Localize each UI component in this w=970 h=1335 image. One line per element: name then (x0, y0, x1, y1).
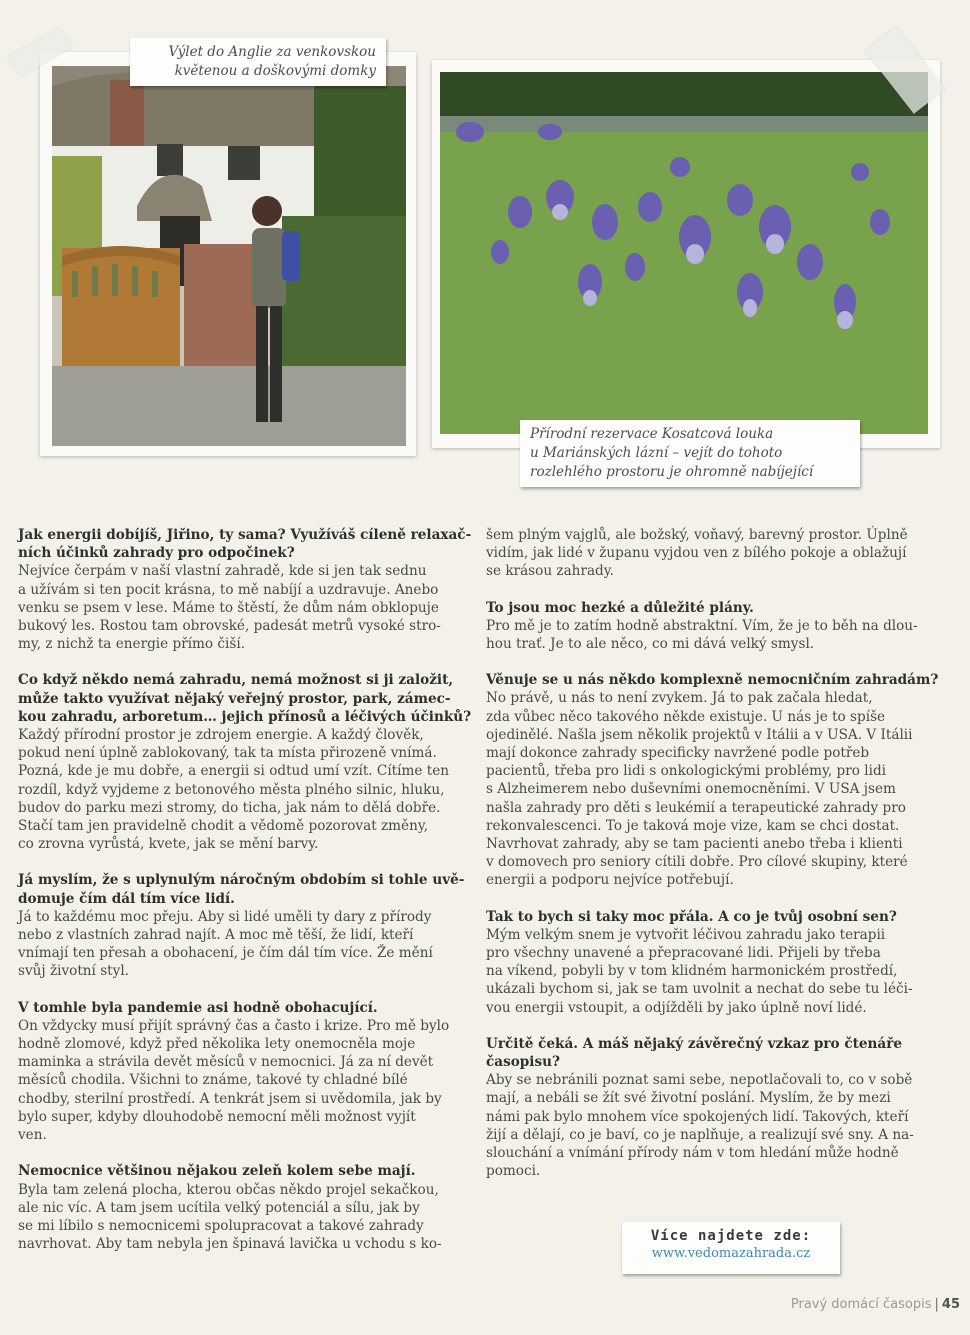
answer-line: Navrhovat zahrady, aby se tam pacienti anebo třeba i klienti (486, 836, 903, 853)
answer-line: On vždycky musí přijít správný čas a často i krize. Pro mě bylo (18, 1017, 450, 1034)
page-number: 45 (941, 1297, 960, 1312)
answer-line: ale nic víc. A tam jsem ucítila velký potenciál a sílu, jak by (18, 1199, 420, 1216)
answer-line: vou energii vstoupit, a odjížděli by jako úplně noví lidé. (486, 999, 867, 1016)
answer-line: pomoci. (486, 1163, 541, 1180)
iris-meadow-illustration (440, 72, 928, 434)
answer-line: pokud není úplně zablokovaný, tak ta místa přirozeně vnímá. (18, 745, 437, 762)
website-link[interactable]: www.vedomazahrada.cz (651, 1246, 811, 1261)
more-info-box (622, 1222, 840, 1274)
answer-line: v domovech pro seniory cítili dobře. Pro cílové skupiny, které (486, 854, 908, 871)
answer-line: ojedinělé. Našla jsem několik projektů v Itálii a v USA. V Itálii (486, 726, 913, 743)
answer-line: na víkend, pobyli by v tom klidném harmonickém prostředí, (486, 963, 898, 980)
cottage-illustration (52, 66, 406, 446)
question-line: Tak to bych si taky moc přála. A co je tvůj osobní sen? (486, 908, 897, 925)
answer-line: mají, a nebáli se žít své životní poslání. Myslím, že by mezi (486, 1090, 891, 1107)
question-line: To jsou moc hezké a důležité plány. (486, 599, 754, 616)
answer-line: chodby, sterilní prostředí. A tenkrát jsem si uvědomila, jak by (18, 1090, 442, 1107)
question-line: ních účinků zahrady pro odpočinek? (18, 545, 295, 562)
footer-separator: | (934, 1297, 939, 1312)
caption-line: rozlehlého prostoru je ohromně nabíjející (530, 464, 814, 480)
answer-line: maminka a strávila devět měsíců v nemocnici. Já za ní devět (18, 1054, 434, 1071)
answer-line: námi pak bylo mnohem více spokojených lidí. Takových, kteří (486, 1108, 909, 1125)
answer-line: se krásou zahrady. (486, 563, 614, 580)
answer-line: se mi líbilo s nemocnicemi spolupracovat a takové zahrady (18, 1217, 424, 1234)
question-line: V tomhle byla pandemie asi hodně obohacující. (18, 999, 378, 1016)
photo-iris-meadow (440, 72, 928, 434)
answer-line: šem plným vajglů, ale božský, voňavý, barevný prostor. Úplně (486, 527, 908, 543)
answer-line: my, z nichž ta energie přímo čiší. (18, 636, 246, 653)
question-line: časopisu? (486, 1054, 560, 1071)
question-line: Nemocnice většinou nějakou zeleň kolem sebe mají. (18, 1163, 416, 1180)
article-column-left (18, 526, 473, 1271)
qa-block (18, 871, 473, 980)
answer-line: našla zahrady pro děti s leukémií a terapeutické zahrady pro (486, 799, 906, 816)
question-line: Určitě čeká. A máš nějaký závěrečný vzkaz pro čtenáře (486, 1035, 903, 1052)
answer-line: svůj životní styl. (18, 963, 129, 980)
caption-line: u Mariánských lázní – vejít do tohoto (530, 445, 783, 461)
qa-block (486, 599, 941, 654)
answer-line: navrhovat. Aby tam nebyla jen špinavá lavička u vchodu s ko- (18, 1236, 442, 1253)
answer-line: zda vůbec něco takového někde existuje. U nás je to spíše (486, 708, 886, 725)
answer-line: Nejvíce čerpám v naší vlastní zahradě, kde si jen tak sednu (18, 563, 427, 580)
caption-line: Přírodní rezervace Kosatcová louka (530, 426, 774, 442)
more-info-label: Více najdete zde: (650, 1228, 812, 1244)
answer-line: s Alzheimerem nebo duševními onemocněními. V USA jsem (486, 781, 896, 798)
caption-line: Výlet do Anglie za venkovskou (168, 44, 376, 60)
photo-cottage (52, 66, 406, 446)
question-line: kou zahradu, arboretum… jejich přínosů a léčivých účinků? (18, 708, 472, 725)
magazine-name: Pravý domácí časopis (790, 1297, 932, 1312)
qa-block (486, 1035, 941, 1181)
answer-line: energii a podporu nejvíce potřebují. (486, 872, 734, 889)
question-line: Co když někdo nemá zahradu, nemá možnost si ji založit, (18, 672, 454, 689)
question-line: Věnuje se u nás někdo komplexně nemocničním zahradám? (486, 672, 939, 689)
caption-line: květenou a doškovými domky (174, 63, 376, 79)
qa-block (18, 1162, 473, 1253)
photo-caption-right (520, 420, 860, 487)
qa-block (486, 908, 941, 1017)
answer-line: bylo super, kdyby dlouhodobě nemocní měli možnost vyjít (18, 1108, 416, 1125)
answer-line: budov do parku mezi stromy, do ticha, jak nám to dělá dobře. (18, 799, 441, 816)
answer-line: a užívám si ten pocit krásna, to mě nabíjí a uzdravuje. Anebo (18, 581, 439, 598)
answer-line: Pozná, kde je mu dobře, a energii si odtud umí vzít. Cítíme ten (18, 763, 450, 780)
answer-line: co zrovna vyrůstá, kvete, jak se mění barvy. (18, 836, 319, 853)
answer-line: nebo z vlastních zahrad najít. A moc mě těší, že lidí, kteří (18, 927, 414, 944)
answer-line: žijí a dělají, co je baví, co je naplňuje, a realizují své sny. A na- (486, 1126, 914, 1143)
answer-line: hou trať. Je to ale něco, co mi dává velký smysl. (486, 636, 815, 653)
qa-block (486, 671, 941, 889)
photo-caption-left (130, 38, 386, 86)
page-footer (791, 1297, 960, 1312)
question-line: domuje čím dál tím více lidí. (18, 890, 235, 907)
answer-line: vnímají ten přesah a obohacení, je čím dál tím více. Že mění (18, 945, 433, 962)
question-line: Já myslím, že s uplynulým náročným obdobím si tohle uvě- (18, 872, 465, 889)
answer-line: Každý přírodní prostor je zdrojem energie. A každý člověk, (18, 727, 424, 744)
answer-line: rozdíl, když vyjdeme z betonového města plného silnic, hluku, (18, 781, 445, 798)
answer-line: měsíců chodila. Všichni to známe, takové ty chladné bílé (18, 1072, 408, 1089)
answer-line: bukový les. Rostou tam obrovské, padesát metrů vysoké stro- (18, 618, 441, 635)
qa-block (486, 526, 941, 581)
question-line: může takto využívat nějaký veřejný prostor, park, zámec- (18, 690, 451, 707)
answer-line: venku se psem v lese. Máme to štěstí, že dům nám obklopuje (18, 599, 439, 616)
answer-line: hodně zlomové, když před několika lety onemocněla moje (18, 1036, 416, 1053)
answer-line: mají dokonce zahrady specificky navržené podle potřeb (486, 745, 870, 762)
answer-line: vidím, jak lidé v županu vyjdou ven z bílého pokoje a oblažují (486, 545, 907, 562)
qa-block (18, 999, 473, 1145)
answer-line: ven. (18, 1127, 47, 1144)
answer-line: rekonvalescenci. To je taková moje vize, kam se chci dostat. (486, 817, 900, 834)
answer-line: pacientů, třeba pro lidi s onkologickými problémy, pro lidi (486, 763, 886, 780)
answer-line: No právě, u nás to není zvykem. Já to pak začala hledat, (486, 690, 873, 707)
answer-line: Byla tam zelená plocha, kterou občas někdo projel sekačkou, (18, 1181, 439, 1198)
answer-line: Aby se nebránili poznat sami sebe, nepotlačovali to, co v sobě (486, 1072, 913, 1089)
qa-block (18, 526, 473, 653)
qa-block (18, 671, 473, 853)
answer-line: ukázali bychom si, jak se tam uvolnit a nechat do sebe tu léči- (486, 981, 913, 998)
question-line: Jak energii dobíjíš, Jiřino, ty sama? Využíváš cíleně relaxač- (18, 527, 472, 543)
answer-line: Mým velkým snem je vytvořit léčivou zahradu jako terapii (486, 926, 886, 943)
answer-line: Pro mě je to zatím hodně abstraktní. Vím, že je to běh na dlou- (486, 617, 918, 634)
article-column-right (486, 526, 941, 1199)
answer-line: Já to každému moc přeju. Aby si lidé uměli ty dary z přírody (18, 908, 432, 925)
answer-line: Stačí tam jen pravidelně chodit a vědomě pozorovat změny, (18, 818, 429, 835)
answer-line: slouchání a vnímání přírody nám v tom hledání může hodně (486, 1145, 899, 1162)
answer-line: pro všechny unavené a přepracované lidi. Přijeli by třeba (486, 945, 881, 962)
